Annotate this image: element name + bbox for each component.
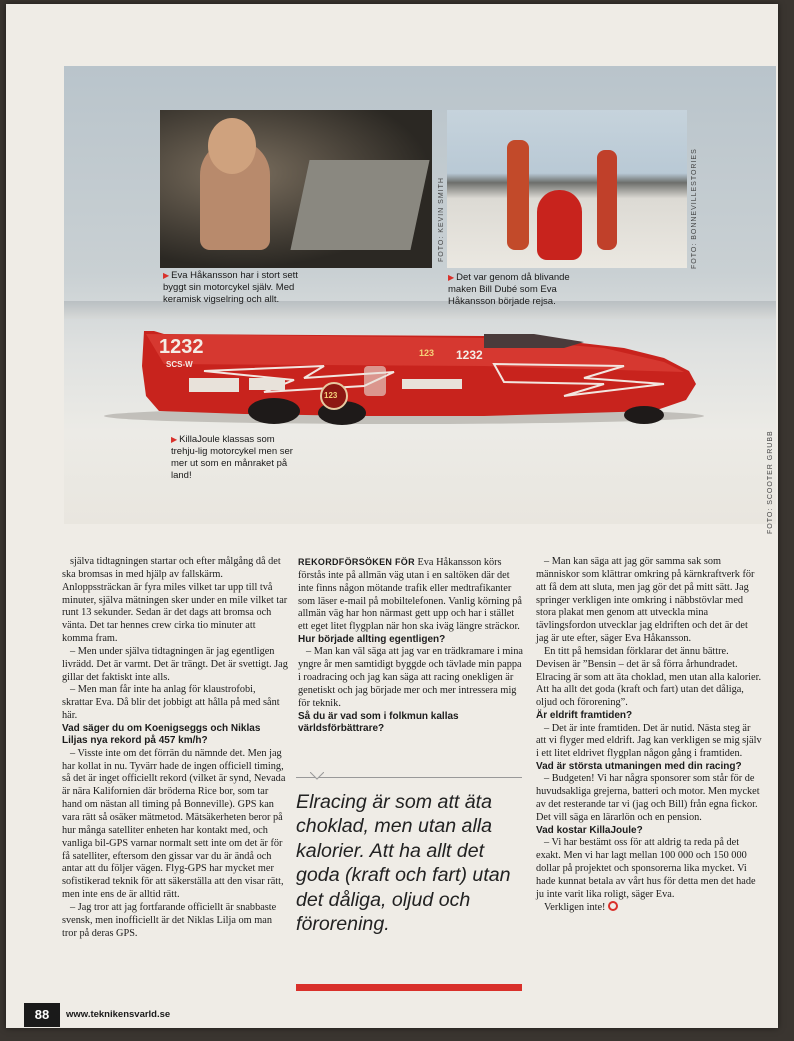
- paragraph: Verkligen inte!: [536, 901, 762, 915]
- vehicle-number-side: 1232: [456, 348, 483, 362]
- paragraph: själva tidtagningen startar och efter målgång då det ska bromsas in med hjälp av fallskärm. Anloppssträckan är fyra miles vilket tar upp till två minuter, själva mätningen sker under en mile vilket tar runt 13 sekunder. Sedan är det dags att bromsa och vänta. Det tar hennes crew cirka tio minuter att komma fram.: [62, 556, 288, 645]
- photo2-credit: FOTO: BONNEVILLESTORIES: [691, 148, 698, 269]
- caption-marker-icon: ▶: [171, 435, 178, 444]
- vehicle-class: SCS-W: [166, 360, 193, 369]
- photo-eva-workshop: [160, 110, 432, 268]
- article-column-3: [536, 556, 762, 915]
- paragraph: Eva Håkansson körs förstås inte på allmän väg utan i en saltöken där det inte finns någon mötande trafik eller medtrafikanter som läser e-mail på mobiltelefonen. Vanlig körning på allmän väg har hon närmast gett upp och har i stället ett eget litet flygplan när hon ska iväg längre sträckor.: [298, 557, 522, 633]
- paragraph: – Men under själva tidtagningen är jag egentligen livrädd. Det är varmt. Det är trängt. Det är svettigt. Jag gillar det faktiskt inte alls.: [62, 645, 288, 683]
- lead-in: REKORDFÖRSÖKEN FÖR: [298, 557, 415, 567]
- paragraph: – Man kan väl säga att jag var en trädkramare i mina yngre år men samtidigt byggde och tävlade min pappa i roadracing och jag kan säga att racing onekligen är genetiskt och jag började mer och mer intressera mig för teknik.: [298, 646, 524, 709]
- paragraph: – Jag tror att jag fortfarande officiellt är snabbaste svensk, men inofficiellt är det Niklas Lilja om man tror på deras GPS.: [62, 901, 277, 939]
- paragraph: – Visste inte om det förrän du nämnde det. Men jag har kollat in nu. Tyvärr hade de ingen officiell timing, så det är inget officiellt rekord (vilket är synd, Nevada är nära Kalifornien där bröderna Rice bor, som tar hand om nästan all timing på Bonneville). GPS kan vara rätt så osäker mätmetod. Mätsäkerheten beror på hur många satelliter enheten har kontakt med, och vanliga bil-GPS varnar normalt sett inte om det är för få satelliter, eftersom den gissar var du är ändå och antar att du följer vägen. Flyg-GPS har mycket mer sofistikerad teknik för att säkerställa att den visar rätt, men inte ens de är alltid rätt.: [62, 747, 286, 901]
- question: Vad kostar KillaJoule?: [536, 824, 643, 836]
- photo1-caption: ▶ Eva Håkansson har i stort sett byggt sin motorcykel själv. Med keramisk vigselring och allt.: [163, 270, 298, 305]
- paragraph: – Det är inte framtiden. Det är nutid. Nästa steg är att vi flyger med eldrift. Jag kan verkligen se mig själv i ett litet eldrivet flygplan någon gång i framtiden.: [536, 722, 762, 760]
- paragraph: – Man kan säga att jag gör samma sak som människor som klättrar omkring på kärnkraftverk för att få dem att sluta, men jag gör det på mitt sätt. Jag springer verkligen inte omkring i näbbstövlar med stora plakat men genom att utveckla mina tävlingsfordon utvecklar jag eldriften och det är det jag är ute efter, säger Eva Håkansson.: [536, 556, 755, 645]
- pullquote-rule: [296, 984, 522, 991]
- end-mark-icon: [608, 901, 618, 911]
- hero-credit: FOTO: SCOOTER GRUBB: [767, 430, 774, 534]
- caption-marker-icon: ▶: [163, 271, 170, 280]
- question: Vad säger du om Koenigseggs och Niklas Liljas nya rekord på 457 km/h?: [62, 722, 261, 747]
- vehicle-badge-top: 123: [419, 348, 435, 358]
- question: Hur började allting egentligen?: [298, 634, 446, 646]
- question: Vad är största utmaningen med din racing?: [536, 761, 742, 773]
- pullquote: Elracing är som att äta choklad, men utan alla kalorier. Att ha allt det goda (kraft och fart) utan det dåliga, oljud och förorening.: [296, 791, 511, 936]
- article-column-2: [298, 556, 524, 736]
- paragraph: En titt på hemsidan förklarar det ännu bättre. Devisen är ”Bensin – det är så förra århundradet. Elracing är som att äta choklad, men utan alla kalorier. Att ha allt det goda (kraft och fart) utan det dåliga, oljud och förorening”.: [536, 645, 762, 709]
- pullquote-divider: [296, 777, 522, 778]
- vehicle-number: 1232: [159, 336, 204, 358]
- paragraph: – Budgeten! Vi har några sponsorer som står för de huvudsakliga grejerna, batteri och motor. Men mycket av det resterande tar vi (jag och Bill) från egna fickor. Det vill säga en lärarlön och en pension.: [536, 773, 760, 823]
- caption-marker-icon: ▶: [448, 273, 455, 282]
- website-url: www.teknikensvarld.se: [66, 1009, 171, 1020]
- question: Så du är vad som i folkmun kallas världsförbättrare?: [298, 710, 459, 735]
- pullquote-notch-icon: [310, 772, 324, 780]
- hero-caption: ▶ KillaJoule klassas som trehju-lig motorcykel men ser mer ut som en månraket på land!: [171, 434, 293, 481]
- question: Är eldrift framtiden?: [536, 710, 633, 722]
- photo1-credit: FOTO: KEVIN SMITH: [438, 177, 445, 262]
- photo2-caption: ▶ Det var genom då blivande maken Bill Dubé som Eva Håkansson började rejsa.: [448, 272, 570, 307]
- magazine-page: [6, 4, 778, 1028]
- paragraph: – Vi har bestämt oss för att aldrig ta reda på det exakt. Men vi har lagt mellan 100 000 och 150 000 dollar på projektet och sponsorerna lika mycket. Vi hade kunnat betala av vårt hus för detta men det hade ju inte varit lika roligt, säger Eva.: [536, 837, 756, 900]
- photo-bill-and-eva: [447, 110, 687, 268]
- paragraph: – Men man får inte ha anlag för klaustrofobi, skrattar Eva. Då blir det jobbigt att hålla på med sånt här.: [62, 684, 280, 722]
- article-column-1: [62, 556, 288, 940]
- vehicle-badge: 123: [324, 391, 338, 400]
- page-number: 88: [24, 1003, 60, 1027]
